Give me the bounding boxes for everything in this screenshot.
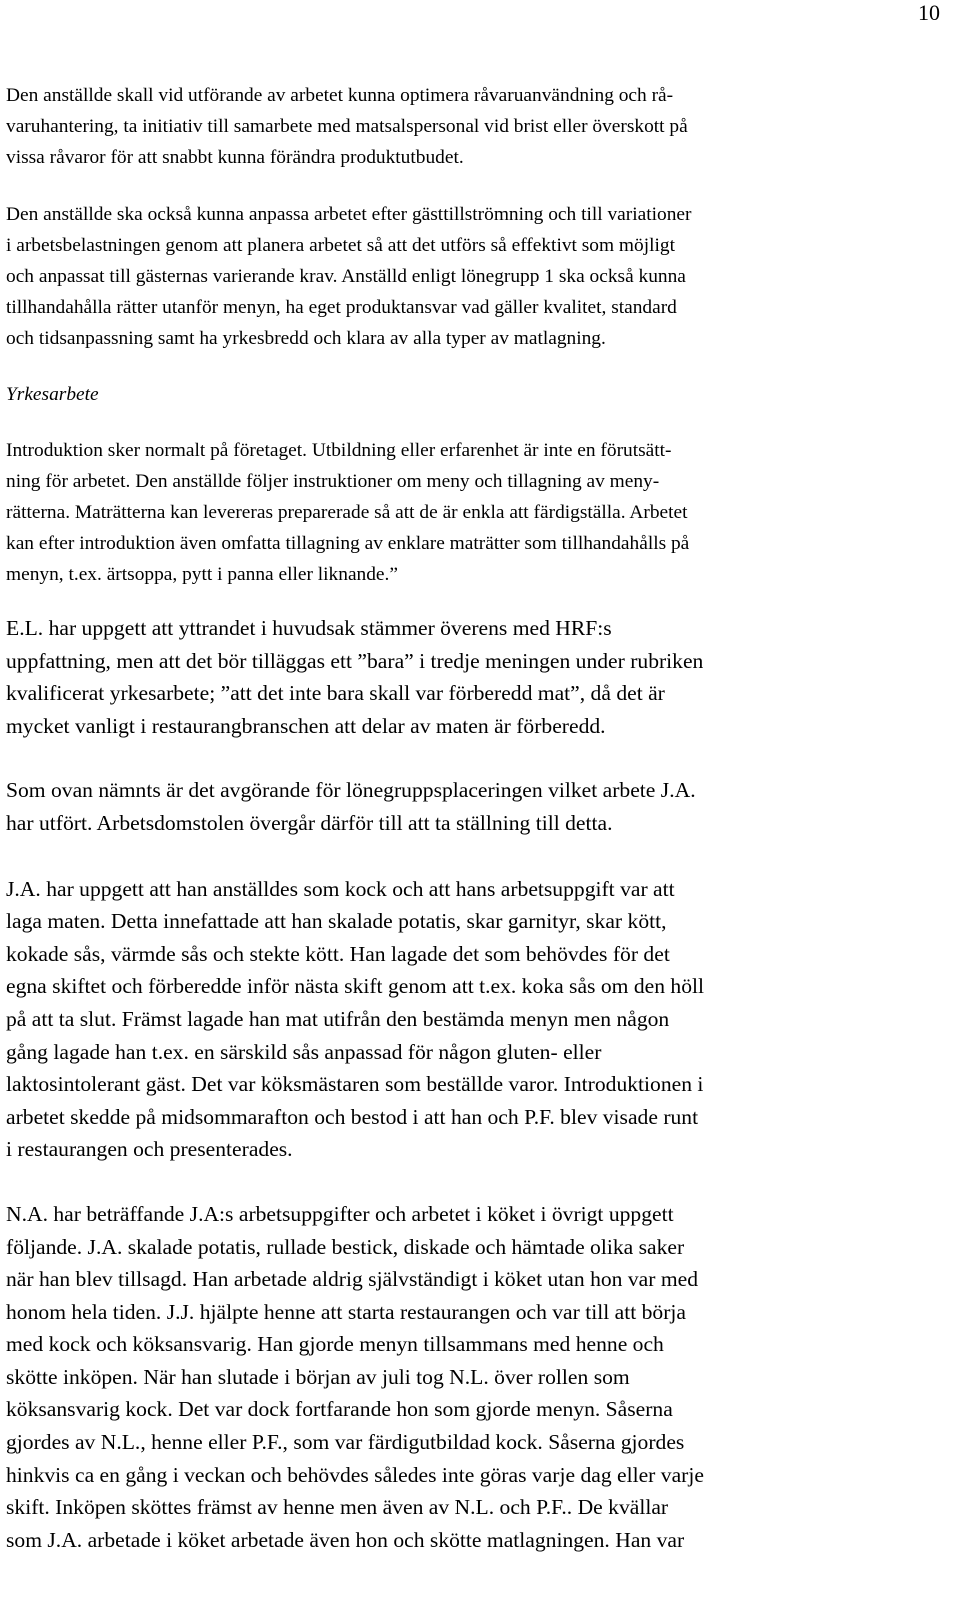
text-line: Som ovan nämnts är det avgörande för lönegruppsplaceringen vilket arbete J.A. bbox=[6, 778, 696, 803]
paragraph bbox=[6, 873, 946, 1166]
text-line: i restaurangen och presenterades. bbox=[6, 1137, 293, 1162]
text-line: mycket vanligt i restaurangbranschen att delar av maten är förberedd. bbox=[6, 713, 606, 738]
text-line: Den anställde ska också kunna anpassa arbetet efter gästtillströmning och till variationer bbox=[6, 204, 692, 225]
text-line: gjordes av N.L., henne eller P.F., som var färdigutbildad kock. Såserna gjordes bbox=[6, 1430, 685, 1455]
text-line: hinkvis ca en gång i veckan och behövdes således inte göras varje dag eller varje bbox=[6, 1462, 704, 1487]
text-line: gång lagade han t.ex. en särskild sås anpassad för någon gluten- eller bbox=[6, 1039, 602, 1064]
text-line: och anpassat till gästernas varierande krav. Anställd enligt lönegrupp 1 ska också kunna bbox=[6, 266, 686, 287]
document-body bbox=[6, 80, 946, 1556]
text-line: på att ta slut. Främst lagade han mat utifrån den bestämda menyn men någon bbox=[6, 1006, 670, 1031]
paragraph bbox=[6, 80, 946, 173]
text-line: laktosintolerant gäst. Det var köksmästaren som beställde varor. Introduktionen i bbox=[6, 1072, 704, 1097]
text-line: i arbetsbelastningen genom att planera arbetet så att det utförs så effektivt som möjligt bbox=[6, 235, 675, 256]
text-line: E.L. har uppgett att yttrandet i huvudsak stämmer överens med HRF:s bbox=[6, 616, 612, 640]
text-line: ning för arbetet. Den anställde följer instruktioner om meny och tillagning av meny- bbox=[6, 471, 660, 492]
paragraph bbox=[6, 1198, 946, 1557]
text-line: laga maten. Detta innefattade att han skalade potatis, skar garnityr, skar kött, bbox=[6, 909, 667, 934]
text-line: arbetet skedde på midsommarafton och bestod i att han och P.F. blev visade runt bbox=[6, 1104, 699, 1129]
text-line: som J.A. arbetade i köket arbetade även hon och skötte matlagningen. Han var bbox=[6, 1527, 685, 1552]
text-line: när han blev tillsagd. Han arbetade aldrig självständigt i köket utan hon var med bbox=[6, 1267, 699, 1292]
text-line: kan efter introduktion även omfatta tillagning av enklare maträtter som tillhandahålls på bbox=[6, 533, 690, 554]
text-line: egna skiftet och förberedde inför nästa skift genom att t.ex. koka sås om den höll bbox=[6, 974, 705, 999]
text-line: köksansvarig kock. Det var dock fortfarande hon som gjorde menyn. Såserna bbox=[6, 1397, 673, 1422]
text-line: har utfört. Arbetsdomstolen övergår därför till att ta ställning till detta. bbox=[6, 810, 613, 835]
text-line: tillhandahålla rätter utanför menyn, ha eget produktansvar vad gäller kvalitet, standard bbox=[6, 297, 677, 318]
text-line: skift. Inköpen sköttes främst av henne men även av N.L. och P.F.. De kvällar bbox=[6, 1495, 669, 1520]
text-line: N.A. har beträffande J.A:s arbetsuppgifter och arbetet i köket i övrigt uppgett bbox=[6, 1201, 674, 1226]
paragraph bbox=[6, 199, 946, 354]
paragraph bbox=[6, 774, 946, 839]
text-line: kvalificerat yrkesarbete; ”att det inte bara skall var förberedd mat”, då det är bbox=[6, 681, 665, 706]
text-line: uppfattning, men att det bör tilläggas ett ”bara” i tredje meningen under rubriken bbox=[6, 648, 704, 673]
text-line: varuhantering, ta initiativ till samarbete med matsalspersonal vid brist eller överskott på bbox=[6, 116, 688, 137]
text-line: kokade sås, värmde sås och stekte kött. Han lagade det som behövdes för det bbox=[6, 941, 670, 966]
text-line: vissa råvaror för att snabbt kunna förändra produktutbudet. bbox=[6, 147, 464, 168]
text-line: skötte inköpen. När han slutade i början av juli tog N.L. över rollen som bbox=[6, 1364, 630, 1389]
text-line: rätterna. Maträtterna kan levereras preparerade så att de är enkla att färdigställa. Arbetet bbox=[6, 502, 688, 523]
paragraph bbox=[6, 435, 946, 590]
section-heading: Yrkesarbete bbox=[6, 384, 99, 405]
text-line: följande. J.A. skalade potatis, rullade bestick, diskade och hämtade olika saker bbox=[6, 1234, 685, 1259]
text-line: och tidsanpassning samt ha yrkesbredd och klara av alla typer av matlagning. bbox=[6, 328, 606, 349]
text-line: honom hela tiden. J.J. hjälpte henne att starta restaurangen och var till att börja bbox=[6, 1299, 686, 1324]
text-line: J.A. har uppgett att han anställdes som kock och att hans arbetsuppgift var att bbox=[6, 876, 675, 901]
text-line: menyn, t.ex. ärtsoppa, pytt i panna eller liknande.” bbox=[6, 564, 398, 585]
text-line: med kock och köksansvarig. Han gjorde menyn tillsammans med henne och bbox=[6, 1332, 664, 1357]
page-number: 10 bbox=[918, 0, 940, 25]
text-line: Den anställde skall vid utförande av arbetet kunna optimera råvaruanvändning och rå- bbox=[6, 85, 674, 106]
paragraph bbox=[6, 612, 946, 742]
text-line: Introduktion sker normalt på företaget. Utbildning eller erfarenhet är inte en förutsätt- bbox=[6, 440, 672, 461]
